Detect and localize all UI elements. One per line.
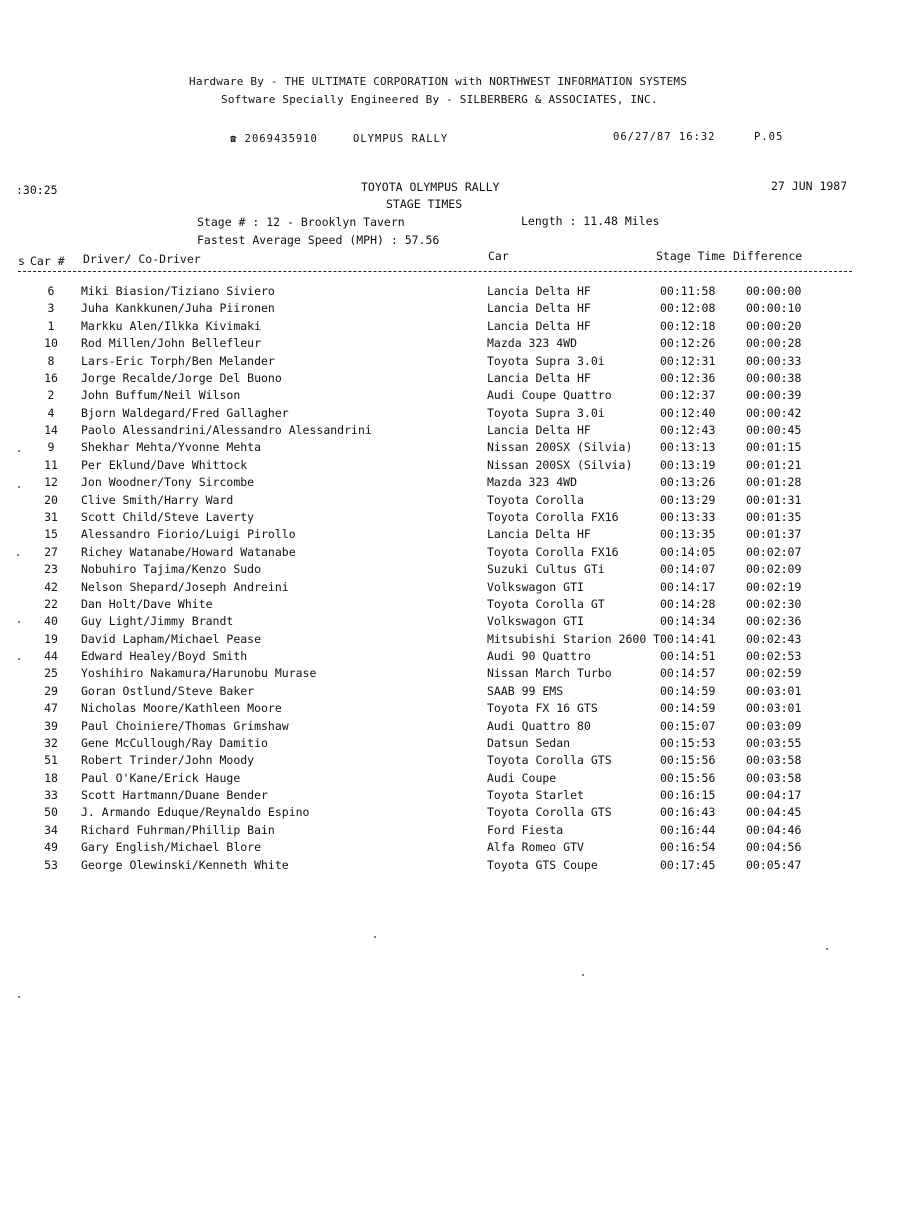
report-time: :30:25 — [16, 183, 58, 197]
car-number-cell: 6 — [47, 284, 55, 298]
vehicle-cell: Toyota Supra 3.0i — [487, 353, 605, 368]
difference-cell: 00:01:35 — [746, 509, 802, 524]
fax-phone-icon: ☎ — [230, 133, 238, 145]
difference-cell: 00:03:58 — [746, 770, 802, 785]
driver-cell: Richard Fuhrman/Phillip Bain — [81, 822, 275, 837]
stage-time-cell: 00:15:53 — [660, 735, 716, 750]
driver-cell: Rod Millen/John Bellefleur — [81, 336, 262, 351]
stage-time-cell: 00:11:58 — [660, 284, 716, 298]
driver-cell: Juha Kankkunen/Juha Piironen — [81, 301, 275, 316]
stage-time-cell: 00:12:08 — [660, 301, 716, 316]
report-date: 27 JUN 1987 — [771, 179, 848, 193]
driver-cell: Yoshihiro Nakamura/Harunobu Murase — [81, 666, 317, 681]
difference-cell: 00:00:45 — [746, 423, 802, 437]
difference-cell: 00:03:55 — [746, 735, 802, 750]
col-header-car-number: Car # — [30, 254, 65, 268]
driver-cell: Goran Ostlund/Steve Baker — [81, 683, 255, 698]
vehicle-cell: Nissan March Turbo — [487, 666, 612, 681]
driver-cell: Jon Woodner/Tony Sircombe — [81, 475, 255, 490]
vehicle-cell: Suzuki Cultus GTi — [487, 562, 605, 577]
table-row — [0, 858, 900, 875]
driver-cell: Scott Hartmann/Duane Bender — [81, 788, 268, 802]
vehicle-cell: Lancia Delta HF — [487, 318, 591, 333]
difference-cell: 00:04:56 — [746, 840, 802, 855]
car-number-cell: 31 — [44, 509, 58, 524]
difference-cell: 00:03:01 — [746, 683, 802, 698]
table-row — [0, 701, 900, 718]
scan-speck — [18, 486, 20, 488]
vehicle-cell: Audi Quattro 80 — [487, 718, 591, 733]
driver-cell: Guy Light/Jimmy Brandt — [81, 614, 234, 629]
col-header-stage-time: Stage Time — [656, 249, 726, 263]
table-row — [0, 823, 900, 840]
difference-cell: 00:01:31 — [746, 492, 802, 507]
car-number-cell: 14 — [44, 423, 58, 437]
driver-cell: Dan Holt/Dave White — [81, 596, 213, 611]
col-header-pos: s — [18, 254, 25, 268]
difference-cell: 00:01:28 — [746, 475, 802, 490]
driver-cell: Jorge Recalde/Jorge Del Buono — [81, 370, 282, 385]
vehicle-cell: Mazda 323 4WD — [487, 475, 578, 490]
stage-time-cell: 00:14:17 — [660, 579, 716, 594]
car-number-cell: 27 — [44, 544, 58, 559]
scan-speck — [374, 936, 376, 938]
report-title: TOYOTA OLYMPUS RALLY — [361, 180, 500, 194]
stage-time-cell: 00:12:37 — [660, 388, 716, 403]
fax-page: P.05 — [754, 131, 784, 143]
difference-cell: 00:01:21 — [746, 457, 802, 472]
table-row — [0, 336, 900, 353]
stage-time-cell: 00:14:05 — [660, 544, 716, 559]
car-number-cell: 49 — [44, 840, 58, 855]
stage-time-cell: 00:14:07 — [660, 562, 716, 577]
report-subtitle: STAGE TIMES — [386, 197, 463, 211]
col-header-difference-label: Difference — [733, 249, 803, 263]
car-number-cell: 42 — [44, 579, 58, 594]
car-number-cell: 3 — [47, 301, 55, 316]
stage-length: Length : 11.48 Miles — [521, 214, 660, 228]
vehicle-cell: SAAB 99 EMS — [487, 683, 564, 698]
vehicle-cell: Nissan 200SX (Silvia) — [487, 440, 633, 455]
col-header-difference — [733, 249, 802, 263]
table-row — [0, 510, 900, 527]
vehicle-cell: Volkswagon GTI — [487, 579, 584, 594]
table-row — [0, 684, 900, 701]
scan-speck — [582, 974, 584, 976]
scan-speck — [18, 621, 20, 623]
stage-time-cell: 00:16:44 — [660, 822, 716, 837]
stage-time-cell: 00:14:59 — [660, 683, 716, 698]
stage-time-cell: 00:14:41 — [660, 631, 716, 646]
vehicle-cell: Nissan 200SX (Silvia) — [487, 457, 633, 472]
table-row — [0, 527, 900, 544]
difference-cell: 00:01:37 — [746, 527, 802, 542]
car-number-cell: 23 — [44, 562, 58, 577]
driver-cell: Robert Trinder/John Moody — [81, 753, 255, 768]
driver-cell: Richey Watanabe/Howard Watanabe — [81, 544, 296, 559]
driver-cell: Paul Choiniere/Thomas Grimshaw — [81, 718, 289, 733]
difference-cell: 00:02:30 — [746, 596, 802, 611]
car-number-cell: 47 — [44, 701, 58, 716]
hardware-credit-line: Hardware By - THE ULTIMATE CORPORATION with NORTHWEST INFORMATION SYSTEMS — [189, 75, 688, 88]
difference-cell: 00:02:43 — [746, 631, 802, 646]
vehicle-cell: Alfa Romeo GTV — [487, 840, 584, 855]
driver-cell: Lars-Eric Torph/Ben Melander — [81, 353, 275, 368]
vehicle-cell: Toyota GTS Coupe — [487, 857, 598, 872]
stage-time-cell: 00:15:56 — [660, 770, 716, 785]
vehicle-cell: Lancia Delta HF — [487, 301, 591, 316]
stage-time-cell: 00:16:54 — [660, 840, 716, 855]
stage-time-cell: 00:14:28 — [660, 596, 716, 611]
vehicle-cell: Audi Coupe Quattro — [487, 388, 612, 403]
table-row — [0, 423, 900, 440]
driver-cell: Miki Biasion/Tiziano Siviero — [81, 284, 275, 298]
driver-cell: J. Armando Eduque/Reynaldo Espino — [81, 805, 310, 820]
table-row — [0, 753, 900, 770]
scan-speck — [18, 658, 20, 660]
driver-cell: Per Eklund/Dave Whittock — [81, 457, 248, 472]
car-number-cell: 44 — [44, 649, 58, 663]
vehicle-cell: Toyota Corolla — [487, 492, 584, 507]
vehicle-cell: Volkswagon GTI — [487, 614, 584, 629]
software-credit-line: Software Specially Engineered By - SILBERBERG & ASSOCIATES, INC. — [221, 93, 658, 106]
driver-cell: David Lapham/Michael Pease — [81, 631, 262, 646]
vehicle-cell: Lancia Delta HF — [487, 370, 591, 385]
vehicle-cell: Mazda 323 4WD — [487, 336, 578, 351]
table-row — [0, 475, 900, 492]
col-header-vehicle: Car — [488, 249, 509, 263]
table-row — [0, 545, 900, 562]
driver-cell: John Buffum/Neil Wilson — [81, 388, 241, 403]
fax-name: OLYMPUS RALLY — [353, 133, 449, 145]
vehicle-cell: Mitsubishi Starion 2600 T — [487, 631, 661, 646]
vehicle-cell: Toyota FX 16 GTS — [487, 701, 598, 716]
stage-time-cell: 00:16:43 — [660, 805, 716, 820]
driver-cell: Gary English/Michael Blore — [81, 840, 262, 855]
scan-speck — [17, 554, 19, 556]
difference-cell: 00:03:01 — [746, 701, 802, 716]
stage-time-cell: 00:12:18 — [660, 318, 716, 333]
car-number-cell: 20 — [44, 492, 58, 507]
vehicle-cell: Datsun Sedan — [487, 735, 571, 750]
scan-speck — [18, 996, 20, 998]
driver-cell: Nelson Shepard/Joseph Andreini — [81, 579, 289, 594]
stage-time-cell: 00:17:45 — [660, 857, 716, 872]
difference-cell: 00:02:07 — [746, 544, 802, 559]
difference-cell: 00:03:09 — [746, 718, 802, 733]
car-number-cell: 1 — [47, 318, 55, 333]
stage-time-cell: 00:15:56 — [660, 753, 716, 768]
car-number-cell: 8 — [47, 353, 55, 368]
vehicle-cell: Toyota Corolla FX16 — [487, 509, 619, 524]
difference-cell: 00:00:42 — [746, 405, 802, 420]
difference-cell: 00:02:09 — [746, 562, 802, 577]
stage-time-cell: 00:13:29 — [660, 492, 716, 507]
difference-cell: 00:01:15 — [746, 440, 802, 455]
stage-time-cell: 00:12:26 — [660, 336, 716, 351]
stage-time-cell: 00:13:13 — [660, 440, 716, 455]
difference-cell: 00:03:58 — [746, 753, 802, 768]
vehicle-cell: Toyota Corolla GTS — [487, 753, 612, 768]
table-row — [0, 771, 900, 788]
table-row — [0, 301, 900, 318]
car-number-cell: 51 — [44, 753, 58, 768]
car-number-cell: 15 — [44, 527, 58, 542]
car-number-cell: 11 — [44, 457, 58, 472]
fastest-speed: Fastest Average Speed (MPH) : 57.56 — [197, 233, 440, 247]
fax-phone: 2069435910 — [244, 133, 318, 145]
driver-cell: Markku Alen/Ilkka Kivimaki — [81, 318, 262, 333]
driver-cell: Bjorn Waldegard/Fred Gallagher — [81, 405, 289, 420]
car-number-cell: 25 — [44, 666, 58, 681]
car-number-cell: 4 — [47, 405, 55, 420]
table-row — [0, 562, 900, 579]
difference-cell: 00:00:38 — [746, 370, 802, 385]
table-row — [0, 406, 900, 423]
driver-cell: Paolo Alessandrini/Alessandro Alessandrini — [81, 423, 372, 437]
table-row — [0, 440, 900, 457]
fax-datetime: 06/27/87 16:32 — [613, 131, 716, 143]
vehicle-cell: Toyota Corolla GTS — [487, 805, 612, 820]
difference-cell: 00:00:20 — [746, 318, 802, 333]
car-number-cell: 19 — [44, 631, 58, 646]
stage-time-cell: 00:14:51 — [660, 649, 716, 663]
vehicle-cell: Ford Fiesta — [487, 822, 564, 837]
stage-time-cell: 00:16:15 — [660, 788, 716, 802]
vehicle-cell: Toyota Starlet — [487, 788, 584, 802]
table-row — [0, 840, 900, 857]
stage-info: Stage # : 12 - Brooklyn Tavern — [197, 215, 405, 229]
car-number-cell: 39 — [44, 718, 58, 733]
driver-cell: Scott Child/Steve Laverty — [81, 509, 255, 524]
vehicle-cell: Lancia Delta HF — [487, 284, 591, 298]
stage-time-cell: 00:14:57 — [660, 666, 716, 681]
vehicle-cell: Toyota Supra 3.0i — [487, 405, 605, 420]
table-row — [0, 597, 900, 614]
car-number-cell: 53 — [44, 857, 58, 872]
stage-time-cell: 00:12:43 — [660, 423, 716, 437]
stage-time-cell: 00:13:33 — [660, 509, 716, 524]
table-row — [0, 388, 900, 405]
difference-cell: 00:00:39 — [746, 388, 802, 403]
driver-cell: Shekhar Mehta/Yvonne Mehta — [81, 440, 262, 455]
difference-cell: 00:00:28 — [746, 336, 802, 351]
stage-time-cell: 00:14:59 — [660, 701, 716, 716]
table-row — [0, 632, 900, 649]
car-number-cell: 32 — [44, 735, 58, 750]
difference-cell: 00:02:19 — [746, 579, 802, 594]
table-row — [0, 319, 900, 336]
car-number-cell: 29 — [44, 683, 58, 698]
stage-time-cell: 00:13:19 — [660, 457, 716, 472]
driver-cell: Alessandro Fiorio/Luigi Pirollo — [81, 527, 296, 542]
car-number-cell: 34 — [44, 822, 58, 837]
driver-cell: Nobuhiro Tajima/Kenzo Sudo — [81, 562, 262, 577]
car-number-cell: 33 — [44, 788, 58, 802]
car-number-cell: 18 — [44, 770, 58, 785]
difference-cell: 00:04:45 — [746, 805, 802, 820]
driver-cell: Edward Healey/Boyd Smith — [81, 649, 248, 663]
difference-cell: 00:04:17 — [746, 788, 802, 802]
table-row — [0, 371, 900, 388]
table-row — [0, 788, 900, 805]
table-row — [0, 736, 900, 753]
scan-speck — [826, 948, 828, 950]
stage-time-cell: 00:12:36 — [660, 370, 716, 385]
car-number-cell: 12 — [44, 475, 58, 490]
scan-speck — [18, 450, 20, 452]
table-row — [0, 354, 900, 371]
car-number-cell: 16 — [44, 370, 58, 385]
car-number-cell: 2 — [47, 388, 55, 403]
car-number-cell: 40 — [44, 614, 58, 629]
difference-cell: 00:00:10 — [746, 301, 802, 316]
col-header-driver: Driver/ Co-Driver — [83, 252, 201, 266]
driver-cell: Clive Smith/Harry Ward — [81, 492, 234, 507]
difference-cell: 00:02:59 — [746, 666, 802, 681]
stage-time-cell: 00:15:07 — [660, 718, 716, 733]
stage-time-cell: 00:13:26 — [660, 475, 716, 490]
driver-cell: Nicholas Moore/Kathleen Moore — [81, 701, 282, 716]
car-number-cell: 9 — [47, 440, 55, 455]
difference-cell: 00:00:33 — [746, 353, 802, 368]
table-row — [0, 580, 900, 597]
stage-time-cell: 00:12:31 — [660, 353, 716, 368]
vehicle-cell: Audi Coupe — [487, 770, 557, 785]
stage-time-cell: 00:12:40 — [660, 405, 716, 420]
car-number-cell: 10 — [44, 336, 58, 351]
difference-cell: 00:00:00 — [746, 284, 802, 298]
table-row — [0, 719, 900, 736]
difference-cell: 00:05:47 — [746, 857, 802, 872]
table-row — [0, 493, 900, 510]
table-row — [0, 649, 900, 666]
difference-cell: 00:02:36 — [746, 614, 802, 629]
table-row — [0, 458, 900, 475]
difference-cell: 00:02:53 — [746, 649, 802, 663]
vehicle-cell: Lancia Delta HF — [487, 423, 591, 437]
driver-cell: Gene McCullough/Ray Damitio — [81, 735, 268, 750]
table-row — [0, 805, 900, 822]
table-row — [0, 284, 900, 301]
table-row — [0, 666, 900, 683]
driver-cell: Paul O'Kane/Erick Hauge — [81, 770, 241, 785]
header-separator — [18, 271, 852, 272]
vehicle-cell: Toyota Corolla FX16 — [487, 544, 619, 559]
car-number-cell: 22 — [44, 596, 58, 611]
fax-header — [230, 133, 318, 145]
vehicle-cell: Audi 90 Quattro — [487, 649, 591, 663]
vehicle-cell: Lancia Delta HF — [487, 527, 591, 542]
difference-cell: 00:04:46 — [746, 822, 802, 837]
car-number-cell: 50 — [44, 805, 58, 820]
stage-time-cell: 00:13:35 — [660, 527, 716, 542]
table-row — [0, 614, 900, 631]
stage-time-cell: 00:14:34 — [660, 614, 716, 629]
vehicle-cell: Toyota Corolla GT — [487, 596, 605, 611]
driver-cell: George Olewinski/Kenneth White — [81, 857, 289, 872]
